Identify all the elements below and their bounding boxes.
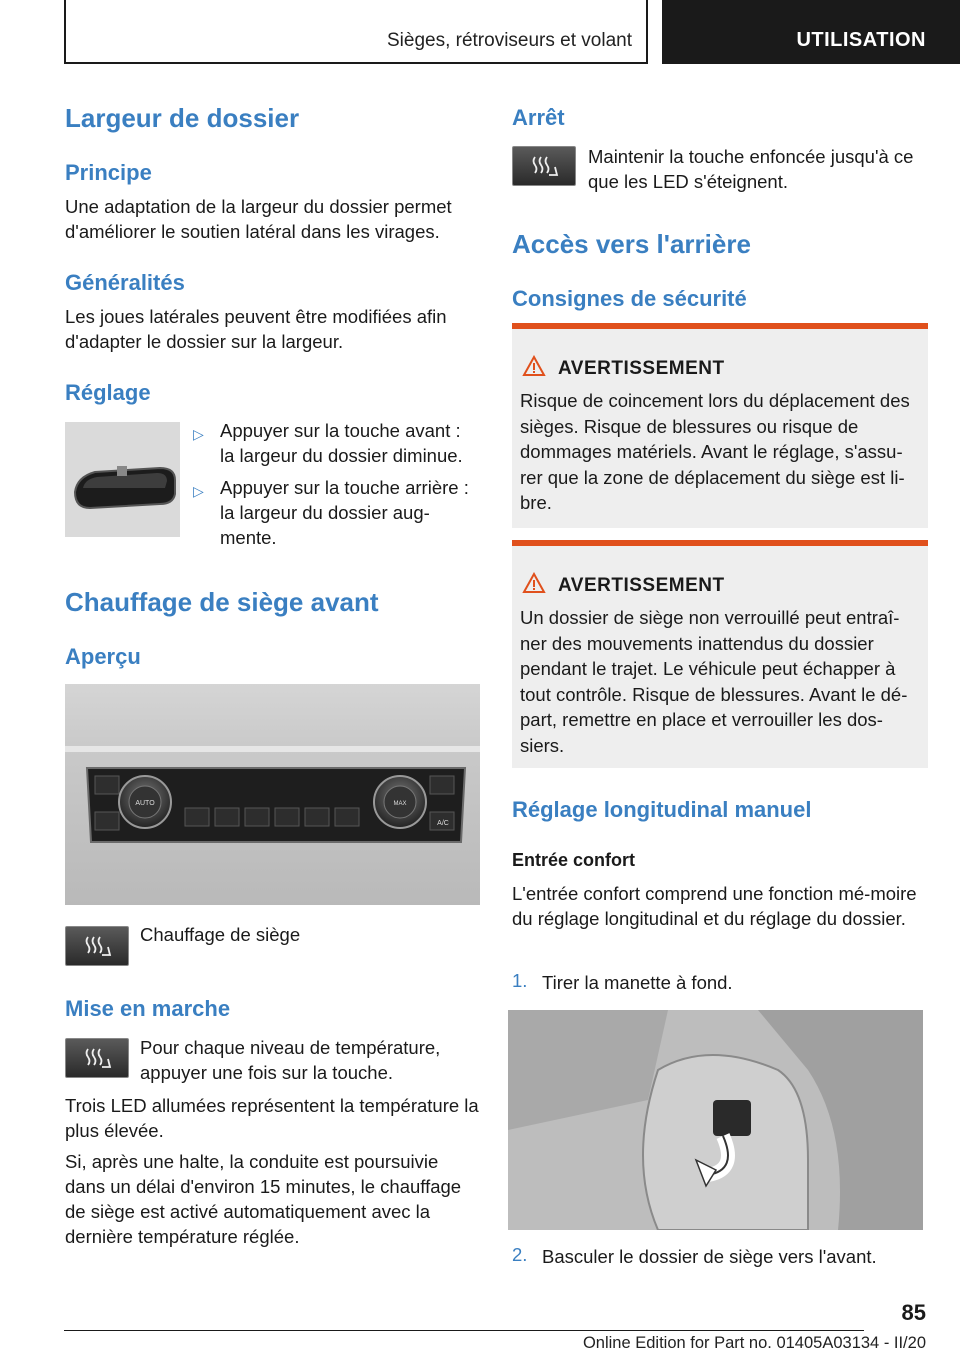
para-mise: Pour chaque niveau de température, appuyer une fois sur la touche.	[140, 1037, 441, 1083]
svg-text:MAX: MAX	[393, 801, 407, 807]
step-1-number: 1.	[512, 970, 528, 991]
reglage-item-2: Appuyer sur la touche arrière : la largeur du dossier aug-mente.	[220, 477, 469, 548]
warning-title-2: AVERTISSEMENT	[558, 575, 725, 596]
heading-principe: Principe	[65, 160, 152, 185]
para-arret: Maintenir la touche enfoncée jusqu'à ce que les LED s'éteignent.	[588, 146, 914, 192]
auto-label: AUTO	[135, 800, 155, 807]
heading-entree-confort: Entrée confort	[512, 850, 636, 870]
heading-generalites: Généralités	[65, 270, 185, 295]
para-principe: Une adaptation de la largeur du dossier permet d'améliorer le soutien latéral dans les virages.	[65, 196, 452, 242]
caption-chauffage: Chauffage de siège	[140, 924, 301, 945]
heading-acces: Accès vers l'arrière	[512, 229, 751, 259]
reglage-item-1: Appuyer sur la touche avant : la largeur du dossier diminue.	[220, 420, 463, 466]
bullet-1: ▷	[193, 426, 204, 442]
step-2-number: 2.	[512, 1244, 528, 1265]
heading-chauffage: Chauffage de siège avant	[65, 587, 379, 617]
warning-text-2: Un dossier de siège non verrouillé peut entraî-ner des mouvements inattendus du dossier pendant le trajet. Le véhicule peut échapper à tout contrôle. Risque de blessures. Avant le dé-part, remettre en place et verrouiller les dos-siers.	[520, 607, 908, 756]
heading-consignes: Consignes de sécurité	[512, 286, 747, 311]
warning-box-1	[512, 323, 928, 528]
bullet-2: ▷	[193, 483, 204, 499]
seat-heating-key-icon-off	[512, 146, 576, 186]
para-generalites: Les joues latérales peuvent être modifiées afin d'adapter le dossier sur la largeur.	[65, 306, 447, 352]
seat-heating-key-icon	[65, 926, 129, 966]
step-1-text: Tirer la manette à fond.	[542, 972, 733, 993]
heading-reglage: Réglage	[65, 380, 151, 405]
warning-triangle-icon	[522, 572, 546, 599]
climate-panel-image	[65, 684, 480, 905]
heading-largeur: Largeur de dossier	[65, 103, 300, 133]
heading-mise: Mise en marche	[65, 996, 231, 1021]
chapter-title: Sièges, rétroviseurs et volant	[386, 30, 632, 51]
warning-box-2	[512, 540, 928, 768]
seat-lever-image	[508, 1010, 923, 1230]
header-chapter-box	[64, 0, 648, 64]
para-halte: Si, après une halte, la conduite est poursuivie dans un délai d'environ 15 minutes, le chauffage de siège est activé automatiquement avec la dernière température réglée.	[65, 1151, 462, 1247]
seat-width-switch-image	[65, 422, 180, 537]
heading-arret: Arrêt	[512, 105, 565, 130]
warning-text-1: Risque de coincement lors du déplacement des sièges. Risque de blessures ou risque de dommages matériels. Avant le réglage, s'assu-rer que la zone de déplacement du siège est li-bre.	[520, 390, 910, 513]
para-entree-confort: L'entrée confort comprend une fonction mé-moire du réglage longitudinal et du réglage du dossier.	[512, 883, 917, 929]
warning-triangle-icon	[522, 355, 546, 382]
footer-edition: Online Edition for Part no. 01405A03134 - II/20	[582, 1334, 926, 1352]
footer-divider	[64, 1330, 864, 1331]
step-2-text: Basculer le dossier de siège vers l'avant.	[542, 1246, 877, 1267]
page-number: 85	[901, 1300, 926, 1325]
warning-title-1: AVERTISSEMENT	[558, 358, 725, 379]
heading-reglage-longitudinal: Réglage longitudinal manuel	[512, 797, 812, 822]
ac-label: A/C	[437, 820, 449, 827]
heading-apercu: Aperçu	[65, 644, 141, 669]
section-title: UTILISATION	[796, 29, 926, 51]
header-section-box	[662, 0, 960, 64]
seat-heating-key-icon-on	[65, 1038, 129, 1078]
para-trois-led: Trois LED allumées représentent la température la plus élevée.	[65, 1095, 479, 1141]
